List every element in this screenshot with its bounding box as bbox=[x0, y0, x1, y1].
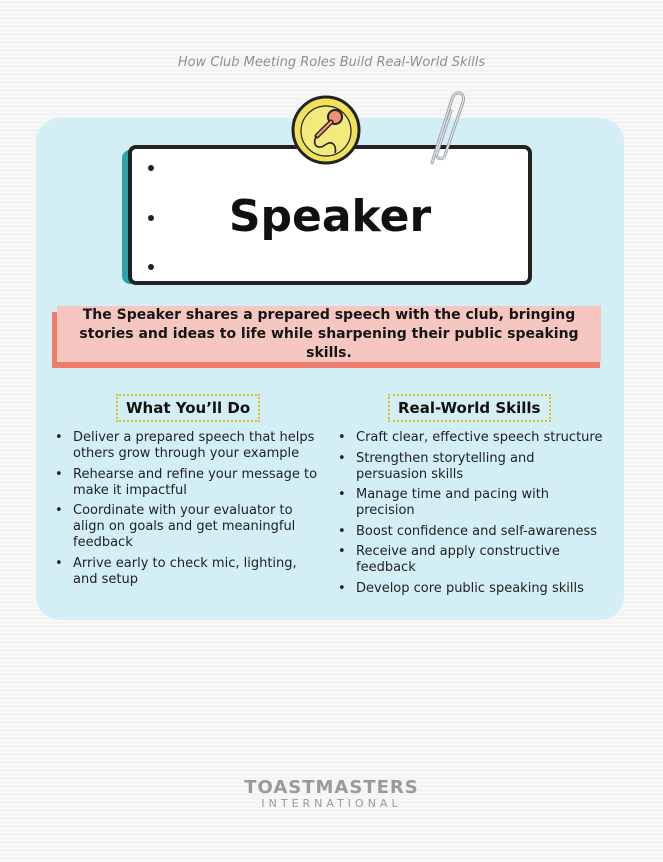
list-item: • Coordinate with your evaluator to align on goals and get meaningful feedback bbox=[53, 503, 325, 551]
list-item: • Strengthen storytelling and persuasion skills bbox=[336, 451, 608, 483]
brand-name: TOASTMASTERS bbox=[244, 777, 419, 798]
toastmasters-logo bbox=[0, 778, 663, 810]
label-hole bbox=[148, 165, 154, 171]
list-item: • Arrive early to check mic, lighting, and setup bbox=[53, 556, 325, 588]
skills-list bbox=[336, 430, 608, 601]
role-summary: The Speaker shares a prepared speech with the club, bringing stories and ideas to life while sharpening their public speaking skills. bbox=[57, 306, 601, 362]
real-world-skills-heading: Real-World Skills bbox=[388, 394, 551, 422]
list-item: • Craft clear, effective speech structure bbox=[336, 430, 608, 446]
title-label bbox=[128, 145, 532, 285]
role-title: Speaker bbox=[228, 191, 432, 242]
paperclip-icon bbox=[418, 85, 466, 170]
list-item: • Manage time and pacing with precision bbox=[336, 487, 608, 519]
brand-subname: INTERNATIONAL bbox=[261, 797, 402, 810]
list-item: • Rehearse and refine your message to make it impactful bbox=[53, 467, 325, 499]
duties-list bbox=[53, 430, 325, 592]
microphone-icon bbox=[291, 95, 361, 165]
page-subtitle: How Club Meeting Roles Build Real-World Skills bbox=[177, 55, 486, 70]
list-item: • Deliver a prepared speech that helps others grow through your example bbox=[53, 430, 325, 462]
list-item: • Receive and apply constructive feedback bbox=[336, 544, 608, 576]
label-hole bbox=[148, 264, 154, 270]
what-youll-do-heading: What You’ll Do bbox=[116, 394, 260, 422]
list-item: • Develop core public speaking skills bbox=[336, 581, 608, 597]
list-item: • Boost confidence and self-awareness bbox=[336, 524, 608, 540]
